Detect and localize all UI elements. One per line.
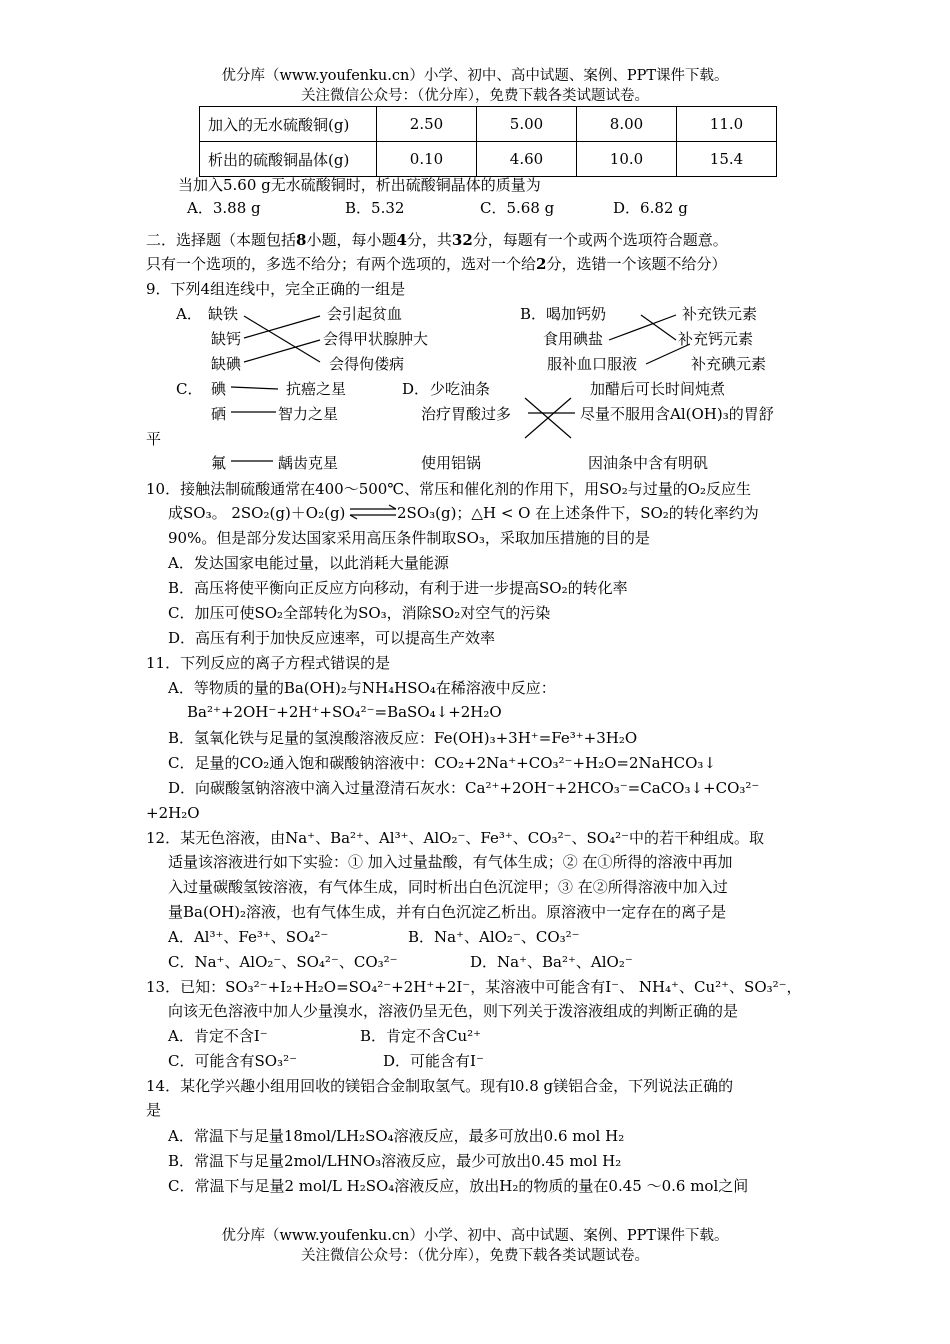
q9-a-right-1: 会引起贫血	[327, 305, 403, 323]
q14-option-a: A．常温下与足量18mol/LH₂SO₄溶液反应，最多可放出0.6 mol H₂	[168, 1127, 625, 1145]
connector-line	[646, 344, 690, 364]
q9-b-left-2: 食用碘盐	[543, 330, 604, 348]
q11-option-d: D．向碳酸氢钠溶液中滴入过量澄清石灰水：Ca²⁺+2OH⁻+2HCO₃⁻=CaCO₃↓+CO₃²⁻	[168, 779, 760, 797]
q9-a-left-3: 缺碘	[211, 355, 242, 373]
q9-d-left-2: 治疗胃酸过多	[421, 405, 512, 423]
table-cell: 11.0	[677, 107, 777, 142]
q9-a-left-1: 缺铁	[208, 305, 239, 323]
q9-c-right-1: 抗癌之星	[286, 380, 347, 398]
header-line-2: 关注微信公众号：（优分库），免费下载各类试题试卷。	[301, 88, 649, 104]
q9-a-left-2: 缺钙	[211, 330, 242, 348]
q9-b-right-3: 补充碘元素	[691, 355, 767, 373]
q12-option-d: D．Na⁺、Ba²⁺、AlO₂⁻	[470, 953, 633, 971]
connector-line	[244, 316, 320, 362]
q9-c-right-3: 龋齿克星	[278, 454, 339, 472]
table-cell: 4.60	[477, 142, 577, 177]
q10-option-b: B．高压将使平衡向正反应方向移动，有利于进一步提高SO₂的转化率	[168, 579, 628, 597]
equilibrium-arrow-icon	[350, 505, 396, 519]
table-cell: 10.0	[577, 142, 677, 177]
q9-b-right-2: 补充钙元素	[678, 330, 754, 348]
q12-option-a: A．Al³⁺、Fe³⁺、SO₄²⁻	[168, 928, 329, 946]
q11-option-d-cont: +2H₂O	[146, 804, 200, 822]
q9-a-right-3: 会得佝偻病	[329, 355, 405, 373]
q13-line-1: 13．已知：SO₃²⁻+I₂+H₂O=SO₄²⁻+2H⁺+2I⁻，某溶液中可能含有I⁻、 NH₄⁺、Cu²⁺、SO₃²⁻，	[146, 978, 802, 996]
q13-option-b: B．肯定不含Cu²⁺	[360, 1027, 482, 1045]
table-cell: 0.10	[377, 142, 477, 177]
q9-c-left-3: 氟	[211, 454, 227, 472]
connector-line	[244, 316, 320, 338]
q10-option-a: A．发达国家电能过量，以此消耗大量能源	[168, 554, 449, 572]
footer-line-2: 关注微信公众号：（优分库），免费下载各类试题试卷。	[301, 1248, 649, 1264]
q10-line-1: 10．接触法制硫酸通常在400～500℃、常压和催化剂的作用下，用SO₂与过量的O₂反应生	[146, 480, 752, 498]
table-row-label: 加入的无水硫酸铜(g)	[200, 107, 377, 142]
table-cell: 5.00	[477, 107, 577, 142]
q9-c-right-2: 智力之星	[278, 405, 339, 423]
q11-option-b: B．氢氧化铁与足量的氢溴酸溶液反应：Fe(OH)₃+3H⁺=Fe³⁺+3H₂O	[168, 729, 638, 747]
q14-line-2: 是	[146, 1101, 162, 1119]
q13-option-d: D．可能含有I⁻	[383, 1052, 484, 1070]
q11-option-c: C．足量的CO₂通入饱和碳酸钠溶液中：CO₂+2Na⁺+CO₃²⁻+H₂O=2NaHCO₃↓	[168, 754, 717, 772]
q10-option-d: D．高压有利于加快反应速率，可以提高生产效率	[168, 629, 496, 647]
q13-line-2: 向该无色溶液中加人少量溴水，溶液仍呈无色，则下列关于泼溶液组成的判断正确的是	[168, 1002, 739, 1020]
q9-stem: 9．下列4组连线中，完全正确的一组是	[146, 280, 406, 298]
q9-d-left-1: 少吃油条	[430, 380, 491, 398]
q14-option-b: B．常温下与足量2mol/LHNO₃溶液反应，最少可放出0.45 mol H₂	[168, 1152, 622, 1170]
q9-c-label: C．	[176, 380, 203, 398]
header-line-1: 优分库（www.youfenku.cn）小学、初中、高中试题、案例、PPT课件下载。	[221, 68, 729, 84]
q9-d-right-3: 因油条中含有明矾	[588, 454, 709, 472]
q11-stem: 11．下列反应的离子方程式错误的是	[146, 654, 391, 672]
q12-option-b: B．Na⁺、AlO₂⁻、CO₃²⁻	[408, 928, 580, 946]
q10-line-3: 90%。但是部分发达国家采用高压条件制取SO₃，采取加压措施的目的是	[168, 529, 650, 547]
q9-c-left-1: 碘	[211, 380, 227, 398]
q12-line-4: 量Ba(OH)₂溶液，也有气体生成，并有白色沉淀乙析出。原溶液中一定存在的离子是	[168, 903, 727, 921]
q12-line-1: 12．某无色溶液，由Na⁺、Ba²⁺、Al³⁺、AlO₂⁻、Fe³⁺、CO₃²⁻、SO₄²⁻中的若干种组成。取	[146, 829, 765, 847]
q10-option-c: C．加压可使SO₂全部转化为SO₃，消除SO₂对空气的污染	[168, 604, 551, 622]
q13-option-c: C．可能含有SO₃²⁻	[168, 1052, 297, 1070]
q10-line-2b: 2SO₃(g)；△H < O 在上述条件下，SO₂的转化率约为	[397, 504, 759, 522]
q12-line-3: 入过量碳酸氢铵溶液，有气体生成，同时析出白色沉淀甲；③ 在②所得溶液中加入过	[168, 878, 728, 896]
q8-option-d: D．6.82 g	[613, 199, 688, 217]
connector-line	[244, 340, 320, 362]
table-row-label: 析出的硫酸铜晶体(g)	[200, 142, 377, 177]
q9-a-label: A．	[176, 305, 202, 323]
connector-line	[231, 387, 278, 389]
q14-option-c: C．常温下与足量2 mol/L H₂SO₄溶液反应，放出H₂的物质的量在0.45 ～0.6 mol之间	[168, 1177, 749, 1195]
connector-line	[641, 315, 676, 340]
q11-option-a-equation: Ba²⁺+2OH⁻+2H⁺+SO₄²⁻=BaSO₄↓+2H₂O	[187, 703, 502, 721]
q9-a-right-2: 会得甲状腺肿大	[323, 330, 429, 348]
table-cell: 8.00	[577, 107, 677, 142]
q9-d-label: D．	[402, 380, 430, 398]
q8-stem: 当加入5.60 g无水硫酸铜时，析出硫酸铜晶体的质量为	[178, 176, 541, 194]
q9-b-left-1: 喝加钙奶	[546, 305, 607, 323]
section-2-line-2: 只有一个选项的，多选不给分；有两个选项的，选对一个给2分，选错一个该题不给分）	[146, 255, 727, 273]
q9-d-right-2: 尽量不服用含Al(OH)₃的胃舒	[580, 405, 774, 423]
q13-option-a: A．肯定不含I⁻	[168, 1027, 268, 1045]
q9-b-right-1: 补充铁元素	[682, 305, 758, 323]
q9-wrap-char: 平	[146, 430, 162, 448]
q9-d-right-1: 加醋后可长时间炖煮	[590, 380, 726, 398]
table-cell: 15.4	[677, 142, 777, 177]
q8-option-b: B．5.32	[345, 199, 405, 217]
q8-option-a: A．3.88 g	[187, 199, 261, 217]
table-cell: 2.50	[377, 107, 477, 142]
q8-option-c: C．5.68 g	[480, 199, 555, 217]
q11-option-a: A．等物质的量的Ba(OH)₂与NH₄HSO₄在稀溶液中反应：	[168, 679, 556, 697]
q12-option-c: C．Na⁺、AlO₂⁻、SO₄²⁻、CO₃²⁻	[168, 953, 398, 971]
connector-line	[609, 315, 676, 340]
q12-line-2: 适量该溶液进行如下实验：① 加入过量盐酸，有气体生成；② 在①所得的溶液中再加	[168, 853, 733, 871]
section-2-line-1: 二．选择题（本题包括8小题，每小题4分，共32分，每题有一个或两个选项符合题意。	[146, 231, 728, 249]
footer-line-1: 优分库（www.youfenku.cn）小学、初中、高中试题、案例、PPT课件下载。	[221, 1228, 729, 1244]
q14-line-1: 14．某化学兴趣小组用回收的镁铝合金制取氢气。现有l0.8 g镁铝合金，下列说法正确的	[146, 1077, 734, 1095]
q9-b-left-3: 服补血口服液	[547, 355, 638, 373]
q9-c-left-2: 硒	[211, 405, 227, 423]
q9-b-label: B．	[520, 305, 547, 323]
q10-line-2a: 成SO₃。 2SO₂(g)＋O₂(g)	[168, 504, 346, 522]
q9-d-left-3: 使用铝锅	[421, 454, 482, 472]
